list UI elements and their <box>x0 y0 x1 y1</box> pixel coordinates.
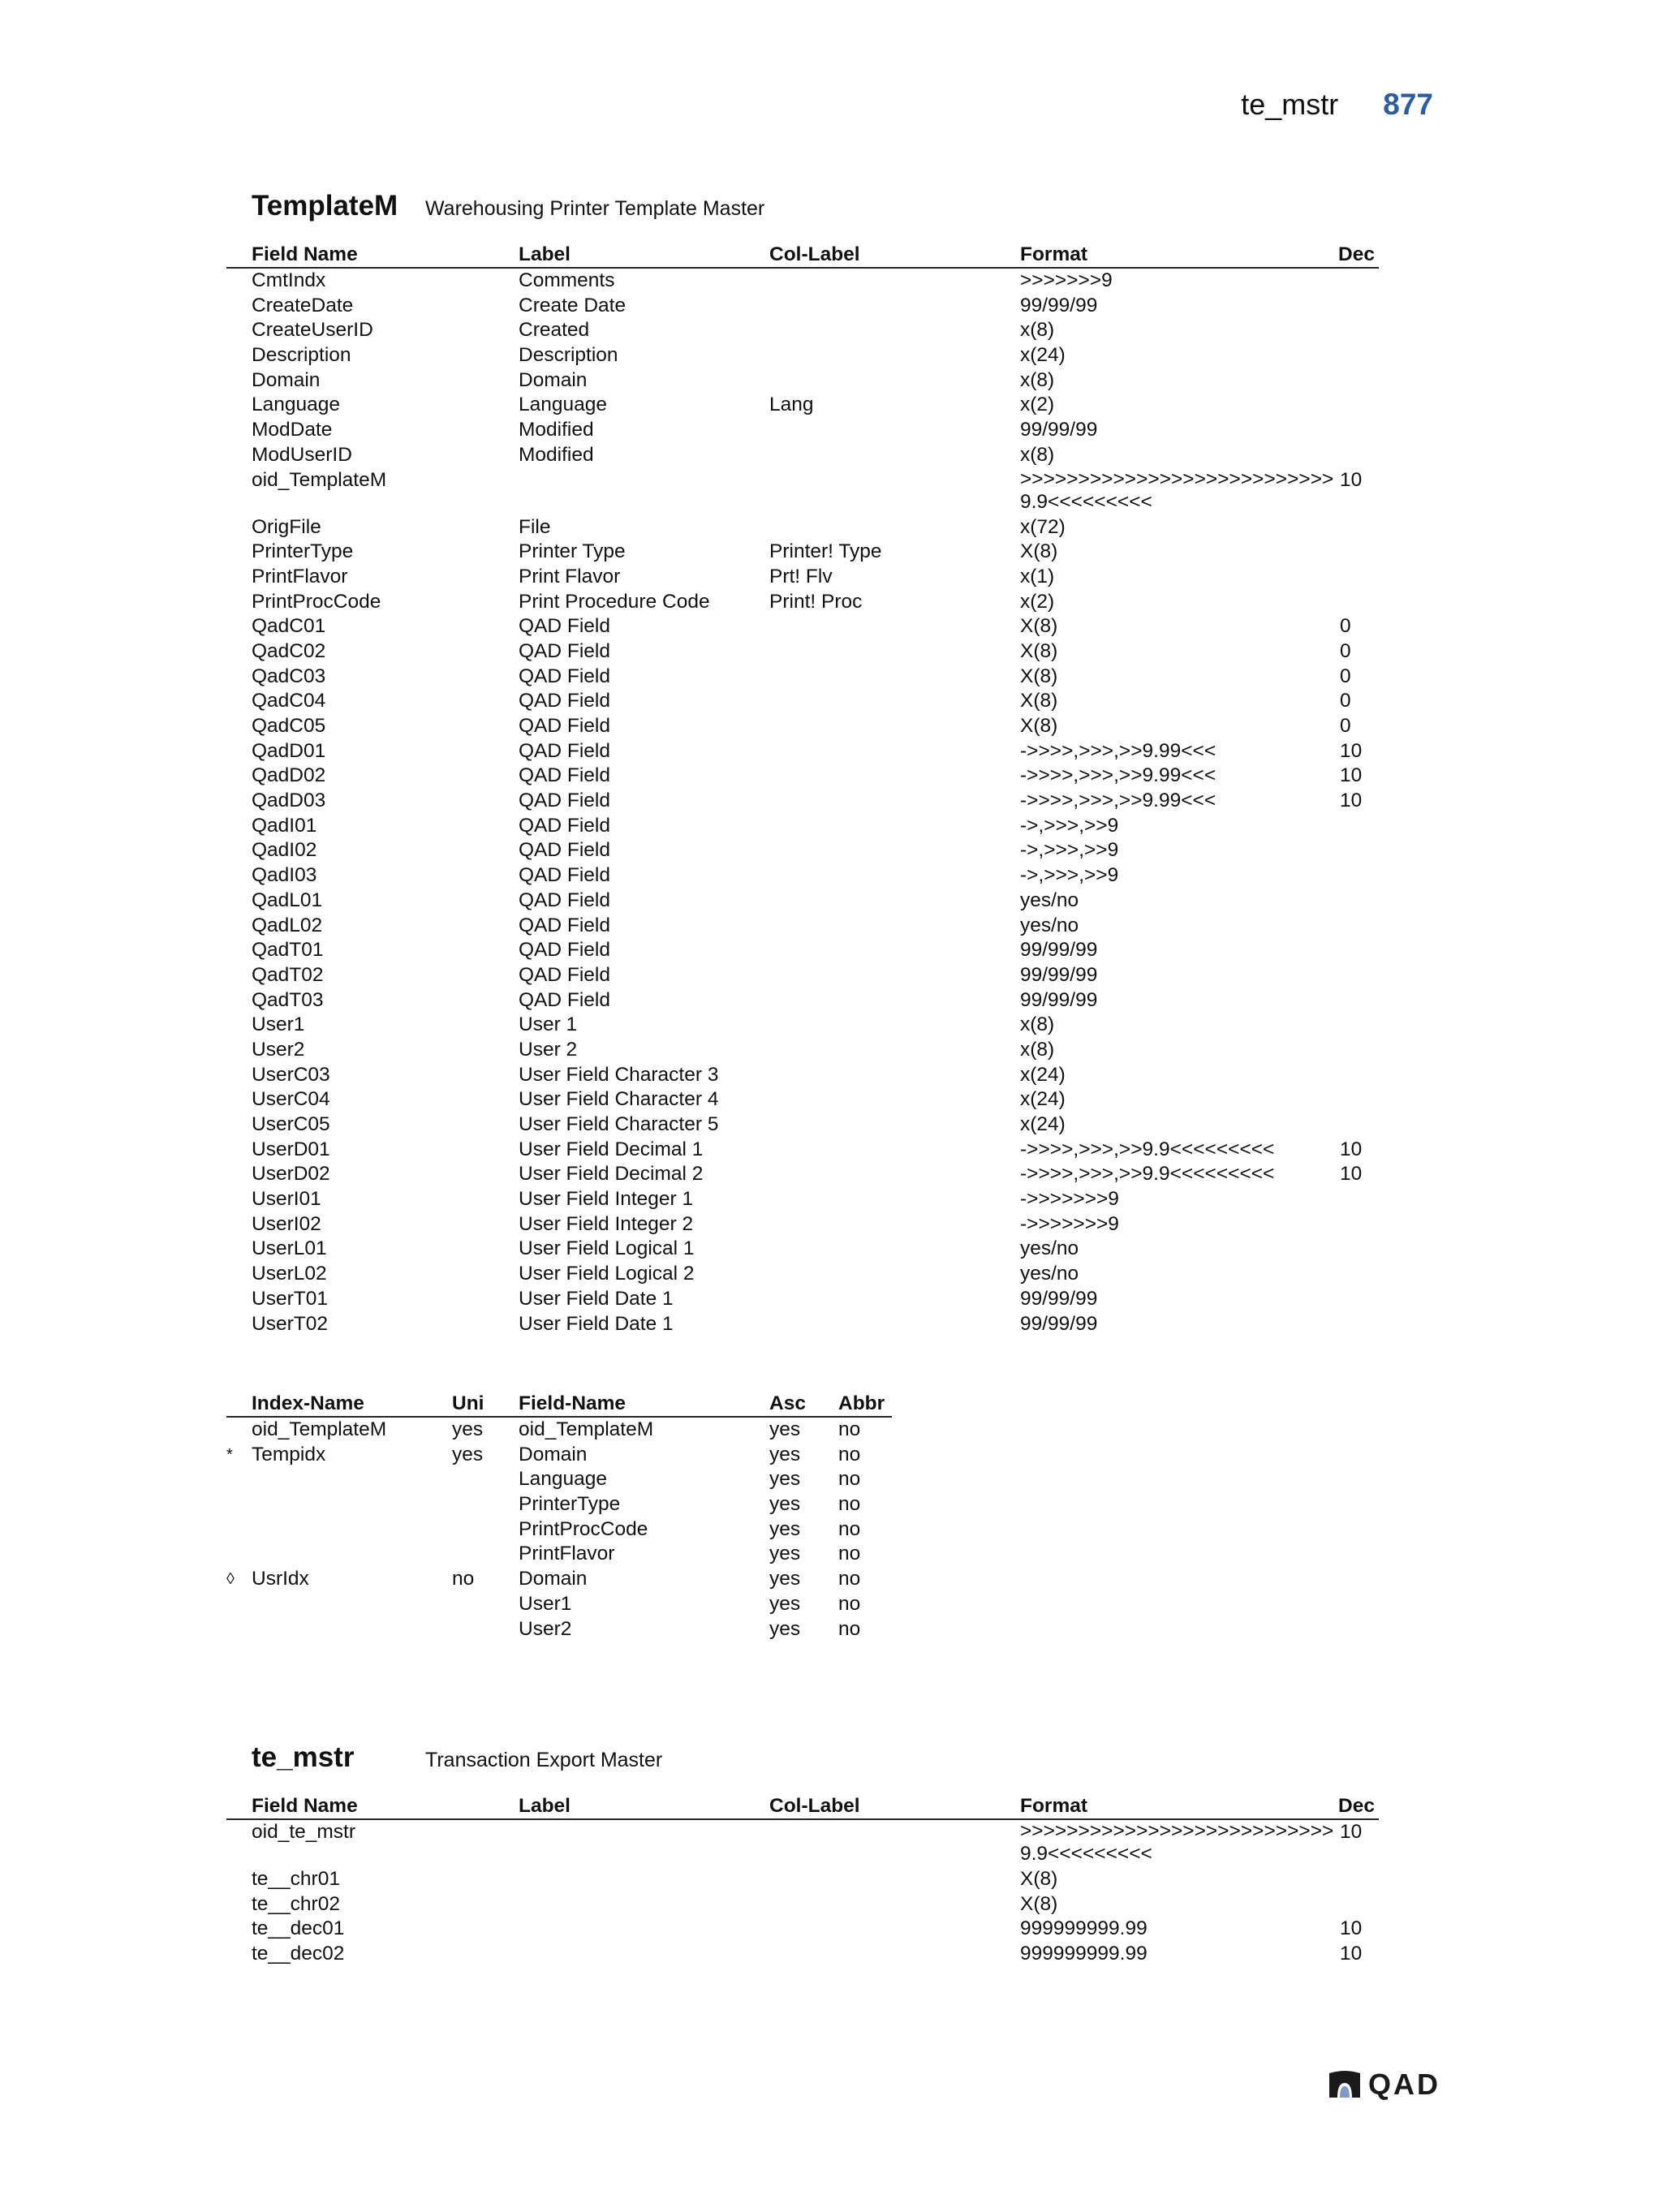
field-label: Domain <box>519 368 588 391</box>
index-field-name: oid_TemplateM <box>519 1418 654 1440</box>
table-row <box>226 565 1379 590</box>
field-label: QAD Field <box>519 665 611 687</box>
field-format: ->,>>>,>>9 <box>1020 839 1119 862</box>
field-name: QadD02 <box>252 764 326 787</box>
field-dec: 0 <box>1340 690 1351 712</box>
field-dec: 10 <box>1340 1138 1363 1160</box>
field-label: User Field Integer 2 <box>519 1212 694 1235</box>
index-asc: yes <box>769 1418 801 1440</box>
field-name: UserL01 <box>252 1237 327 1260</box>
table-heading <box>252 1741 662 1774</box>
field-format: ->,>>>,>>9 <box>1020 864 1119 887</box>
field-label: Print Flavor <box>519 565 621 587</box>
field-name: QadT02 <box>252 963 324 986</box>
col-header-index-name: Index-Name <box>252 1392 364 1414</box>
field-name: te__chr02 <box>252 1892 340 1915</box>
field-format: x(2) <box>1020 590 1055 613</box>
index-unique: no <box>452 1568 475 1590</box>
field-dec: 0 <box>1340 615 1351 638</box>
index-asc: yes <box>769 1592 801 1615</box>
col-header-col-label: Col-Label <box>769 243 860 265</box>
index-field-name: PrintProcCode <box>519 1517 648 1540</box>
field-label: Printer Type <box>519 540 626 563</box>
table-row <box>226 1820 1379 1867</box>
index-abbr: no <box>838 1543 861 1565</box>
field-label: QAD Field <box>519 739 611 762</box>
index-row <box>226 1617 892 1642</box>
field-name: QadI03 <box>252 864 317 887</box>
field-label: Modified <box>519 419 594 441</box>
field-label: Create Date <box>519 294 626 316</box>
field-format: 999999999.99 <box>1020 1917 1147 1940</box>
table-row <box>226 1138 1379 1163</box>
field-name: UserC03 <box>252 1063 330 1086</box>
field-label: QAD Field <box>519 889 611 911</box>
index-row <box>226 1492 892 1517</box>
field-format: ->>>>,>>>,>>9.99<<< <box>1020 764 1216 787</box>
table-row <box>226 1867 1379 1892</box>
table-row <box>226 318 1379 343</box>
field-format: X(8) <box>1020 639 1058 662</box>
field-col-label: Print! Proc <box>769 590 863 613</box>
index-row <box>226 1467 892 1492</box>
field-name: QadD01 <box>252 739 326 762</box>
table-row <box>226 963 1379 988</box>
field-format: >>>>>>>>>>>>>>>>>>>>>>>>>>>9.9<<<<<<<<< <box>1020 1820 1334 1865</box>
field-name: QadL02 <box>252 914 323 936</box>
field-table-header <box>226 242 1379 269</box>
index-asc: yes <box>769 1468 801 1491</box>
index-row <box>226 1542 892 1567</box>
table-row <box>226 294 1379 319</box>
table-row <box>226 1942 1379 1967</box>
index-row <box>226 1418 892 1443</box>
field-name: CreateDate <box>252 294 354 316</box>
field-dec: 10 <box>1340 1917 1363 1940</box>
index-asc: yes <box>769 1543 801 1565</box>
field-label: Description <box>519 344 618 367</box>
field-name: QadC05 <box>252 715 326 737</box>
field-format: 99/99/99 <box>1020 963 1098 986</box>
field-name: QadI01 <box>252 814 317 837</box>
field-format: x(72) <box>1020 515 1066 538</box>
index-asc: yes <box>769 1617 801 1640</box>
field-name: UserT01 <box>252 1287 328 1310</box>
index-unique: yes <box>452 1443 484 1465</box>
field-dec: 10 <box>1340 468 1363 491</box>
field-name: UserC04 <box>252 1088 330 1111</box>
field-dec: 10 <box>1340 1821 1363 1843</box>
field-name: te__dec01 <box>252 1917 345 1940</box>
table-row <box>226 838 1379 863</box>
col-header-format: Format <box>1020 243 1088 265</box>
field-format: >>>>>>>>>>>>>>>>>>>>>>>>>>>9.9<<<<<<<<< <box>1020 467 1334 513</box>
table-row <box>226 714 1379 739</box>
field-label: QAD Field <box>519 914 611 936</box>
table-row <box>226 418 1379 443</box>
col-header-asc: Asc <box>769 1392 806 1414</box>
table-row <box>226 789 1379 814</box>
field-format: ->>>>,>>>,>>9.99<<< <box>1020 739 1216 762</box>
field-name: QadT03 <box>252 988 324 1011</box>
index-marker: * <box>226 1445 233 1464</box>
col-header-dec: Dec <box>1338 243 1375 265</box>
table-row <box>226 1262 1379 1287</box>
field-format: x(24) <box>1020 1063 1066 1086</box>
col-header-uni: Uni <box>452 1392 484 1414</box>
col-header-field-name: Field Name <box>252 1795 358 1817</box>
col-header-field-name: Field Name <box>252 243 358 265</box>
field-format: x(8) <box>1020 443 1055 466</box>
field-format: x(8) <box>1020 368 1055 391</box>
field-dec: 10 <box>1340 790 1363 812</box>
field-label: User Field Date 1 <box>519 1287 674 1310</box>
field-format: yes/no <box>1020 889 1079 911</box>
table-row <box>226 938 1379 963</box>
field-name: User1 <box>252 1013 305 1036</box>
table-row <box>226 1038 1379 1063</box>
index-row <box>226 1517 892 1543</box>
page-number: 877 <box>1383 88 1433 121</box>
table-row <box>226 988 1379 1013</box>
table-row <box>226 590 1379 615</box>
field-name: UserL02 <box>252 1263 327 1285</box>
field-dec: 0 <box>1340 715 1351 737</box>
page-header <box>1241 88 1433 122</box>
field-label: QAD Field <box>519 939 611 962</box>
col-header-field-name: Field-Name <box>519 1392 626 1414</box>
field-label: QAD Field <box>519 615 611 638</box>
field-name: QadC01 <box>252 615 326 638</box>
field-name: QadL01 <box>252 889 323 911</box>
field-format: X(8) <box>1020 615 1058 638</box>
field-label: User Field Character 5 <box>519 1113 719 1135</box>
table-row <box>226 1312 1379 1337</box>
field-format: 999999999.99 <box>1020 1943 1147 1965</box>
field-format: ->>>>,>>>,>>9.99<<< <box>1020 790 1216 812</box>
field-label: Modified <box>519 443 594 466</box>
index-row <box>226 1592 892 1617</box>
field-format: 99/99/99 <box>1020 1312 1098 1335</box>
field-label: QAD Field <box>519 639 611 662</box>
field-format: x(8) <box>1020 1038 1055 1061</box>
index-field-name: Language <box>519 1468 608 1491</box>
table-row <box>226 269 1379 294</box>
index-field-name: User2 <box>519 1617 572 1640</box>
field-name: OrigFile <box>252 515 321 538</box>
field-label: User Field Integer 1 <box>519 1188 694 1211</box>
table-row <box>226 443 1379 468</box>
field-label: User Field Decimal 2 <box>519 1163 704 1186</box>
col-header-col-label: Col-Label <box>769 1795 860 1817</box>
table-row <box>226 863 1379 889</box>
table-description: Warehousing Printer Template Master <box>425 197 765 220</box>
index-abbr: no <box>838 1592 861 1615</box>
field-name: Description <box>252 344 351 367</box>
field-label: User Field Logical 2 <box>519 1263 695 1285</box>
field-name: QadI02 <box>252 839 317 862</box>
field-format: 99/99/99 <box>1020 939 1098 962</box>
table-row <box>226 1892 1379 1917</box>
index-asc: yes <box>769 1517 801 1540</box>
field-label: User Field Character 4 <box>519 1088 719 1111</box>
index-table <box>226 1391 892 1642</box>
field-format: 99/99/99 <box>1020 988 1098 1011</box>
field-format: ->>>>,>>>,>>9.9<<<<<<<<< <box>1020 1163 1275 1186</box>
table-row <box>226 1063 1379 1088</box>
index-name: Tempidx <box>252 1443 326 1465</box>
field-name: User2 <box>252 1038 305 1061</box>
index-abbr: no <box>838 1468 861 1491</box>
index-row <box>226 1443 892 1468</box>
field-format: 99/99/99 <box>1020 1287 1098 1310</box>
index-field-name: PrinterType <box>519 1493 621 1516</box>
field-format: x(8) <box>1020 319 1055 342</box>
table-row <box>226 614 1379 639</box>
index-name: oid_TemplateM <box>252 1418 387 1440</box>
field-name: UserD01 <box>252 1138 330 1160</box>
field-label: Language <box>519 394 608 416</box>
field-format: x(8) <box>1020 1013 1055 1036</box>
field-format: x(24) <box>1020 1088 1066 1111</box>
field-label: User Field Character 3 <box>519 1063 719 1086</box>
field-format: x(24) <box>1020 1113 1066 1135</box>
field-label: User 2 <box>519 1038 578 1061</box>
index-table-header <box>226 1391 892 1418</box>
field-format: 99/99/99 <box>1020 294 1098 316</box>
col-header-abbr: Abbr <box>838 1392 885 1414</box>
index-abbr: no <box>838 1568 861 1590</box>
field-format: ->>>>>>>9 <box>1020 1212 1119 1235</box>
field-dec: 10 <box>1340 1943 1363 1965</box>
field-format: ->>>>>>>9 <box>1020 1188 1119 1211</box>
field-format: X(8) <box>1020 690 1058 712</box>
field-dec: 10 <box>1340 764 1363 787</box>
field-name: PrintProcCode <box>252 590 381 613</box>
field-dec: 0 <box>1340 639 1351 662</box>
field-name: ModUserID <box>252 443 352 466</box>
field-format: X(8) <box>1020 665 1058 687</box>
field-format: ->,>>>,>>9 <box>1020 814 1119 837</box>
field-format: X(8) <box>1020 1892 1058 1915</box>
field-format: X(8) <box>1020 1868 1058 1890</box>
qad-logo-icon <box>1328 2070 1362 2099</box>
col-header-label: Label <box>519 1795 571 1817</box>
field-label: QAD Field <box>519 790 611 812</box>
field-col-label: Prt! Flv <box>769 565 833 587</box>
index-name: UsrIdx <box>252 1568 309 1590</box>
index-abbr: no <box>838 1418 861 1440</box>
table-row <box>226 764 1379 789</box>
field-label: User Field Logical 1 <box>519 1237 695 1260</box>
field-name: UserT02 <box>252 1312 328 1335</box>
index-field-name: Domain <box>519 1443 588 1465</box>
field-format: yes/no <box>1020 914 1079 936</box>
index-abbr: no <box>838 1493 861 1516</box>
index-field-name: Domain <box>519 1568 588 1590</box>
field-name: QadT01 <box>252 939 324 962</box>
table-row <box>226 914 1379 939</box>
field-label: Print Procedure Code <box>519 590 710 613</box>
field-label: Created <box>519 319 590 342</box>
table-row <box>226 814 1379 839</box>
field-format: 99/99/99 <box>1020 419 1098 441</box>
col-header-dec: Dec <box>1338 1795 1375 1817</box>
field-label: QAD Field <box>519 715 611 737</box>
field-label: User Field Decimal 1 <box>519 1138 704 1160</box>
col-header-format: Format <box>1020 1795 1088 1817</box>
field-label: QAD Field <box>519 864 611 887</box>
field-format: X(8) <box>1020 540 1058 563</box>
field-label: File <box>519 515 551 538</box>
field-label: QAD Field <box>519 839 611 862</box>
table-heading <box>252 190 764 222</box>
field-name: QadC03 <box>252 665 326 687</box>
field-name: UserC05 <box>252 1113 330 1135</box>
index-field-name: PrintFlavor <box>519 1543 615 1565</box>
table-row <box>226 343 1379 368</box>
table-row <box>226 468 1379 515</box>
field-format: yes/no <box>1020 1237 1079 1260</box>
field-name: te__chr01 <box>252 1868 340 1890</box>
field-label: QAD Field <box>519 988 611 1011</box>
field-table <box>226 1793 1379 1967</box>
field-name: CmtIndx <box>252 269 326 291</box>
field-label: User 1 <box>519 1013 578 1036</box>
field-name: Domain <box>252 368 321 391</box>
field-name: oid_te_mstr <box>252 1821 356 1843</box>
index-marker: ◊ <box>226 1570 235 1589</box>
table-row <box>226 1917 1379 1942</box>
field-name: PrinterType <box>252 540 354 563</box>
table-row <box>226 1162 1379 1187</box>
field-name: oid_TemplateM <box>252 468 387 491</box>
field-label: QAD Field <box>519 690 611 712</box>
field-label: QAD Field <box>519 963 611 986</box>
index-field-name: User1 <box>519 1592 572 1615</box>
field-name: te__dec02 <box>252 1943 345 1965</box>
table-row <box>226 1212 1379 1237</box>
table-row <box>226 1187 1379 1212</box>
table-row <box>226 689 1379 714</box>
table-row <box>226 1287 1379 1312</box>
index-unique: yes <box>452 1418 484 1440</box>
table-name: TemplateM <box>252 190 398 222</box>
table-row <box>226 639 1379 665</box>
field-col-label: Printer! Type <box>769 540 882 563</box>
table-row <box>226 889 1379 914</box>
table-row <box>226 540 1379 565</box>
field-col-label: Lang <box>769 394 814 416</box>
table-row <box>226 739 1379 764</box>
table-row <box>226 1112 1379 1138</box>
field-name: PrintFlavor <box>252 565 348 587</box>
field-label: User Field Date 1 <box>519 1312 674 1335</box>
field-name: Language <box>252 394 341 416</box>
table-row <box>226 665 1379 690</box>
field-dec: 10 <box>1340 1163 1363 1186</box>
qad-logo-text: QAD <box>1368 2068 1440 2101</box>
field-format: ->>>>,>>>,>>9.9<<<<<<<<< <box>1020 1138 1275 1160</box>
index-asc: yes <box>769 1493 801 1516</box>
field-table-header <box>226 1793 1379 1820</box>
field-format: x(2) <box>1020 394 1055 416</box>
table-row <box>226 1237 1379 1262</box>
col-header-label: Label <box>519 243 571 265</box>
table-row <box>226 1013 1379 1038</box>
field-name: UserI01 <box>252 1188 321 1211</box>
field-format: >>>>>>>9 <box>1020 269 1113 291</box>
field-format: X(8) <box>1020 715 1058 737</box>
table-name: te_mstr <box>252 1741 355 1773</box>
field-name: QadC04 <box>252 690 326 712</box>
field-format: x(24) <box>1020 344 1066 367</box>
field-name: CreateUserID <box>252 319 373 342</box>
field-name: UserD02 <box>252 1163 330 1186</box>
index-asc: yes <box>769 1568 801 1590</box>
running-header-title: te_mstr <box>1241 88 1339 121</box>
qad-logo <box>1328 2068 1440 2102</box>
table-row <box>226 368 1379 394</box>
field-table <box>226 242 1379 1336</box>
field-name: QadD03 <box>252 790 326 812</box>
field-format: x(1) <box>1020 565 1055 587</box>
index-asc: yes <box>769 1443 801 1465</box>
field-label: Comments <box>519 269 615 291</box>
field-name: UserI02 <box>252 1212 321 1235</box>
field-label: QAD Field <box>519 764 611 787</box>
table-row <box>226 1087 1379 1112</box>
index-abbr: no <box>838 1443 861 1465</box>
field-name: ModDate <box>252 419 333 441</box>
field-dec: 10 <box>1340 739 1363 762</box>
index-row <box>226 1567 892 1592</box>
table-row <box>226 515 1379 540</box>
field-name: QadC02 <box>252 639 326 662</box>
field-format: yes/no <box>1020 1263 1079 1285</box>
index-abbr: no <box>838 1617 861 1640</box>
index-abbr: no <box>838 1517 861 1540</box>
field-dec: 0 <box>1340 665 1351 687</box>
field-label: QAD Field <box>519 814 611 837</box>
table-description: Transaction Export Master <box>425 1749 663 1771</box>
table-row <box>226 393 1379 418</box>
